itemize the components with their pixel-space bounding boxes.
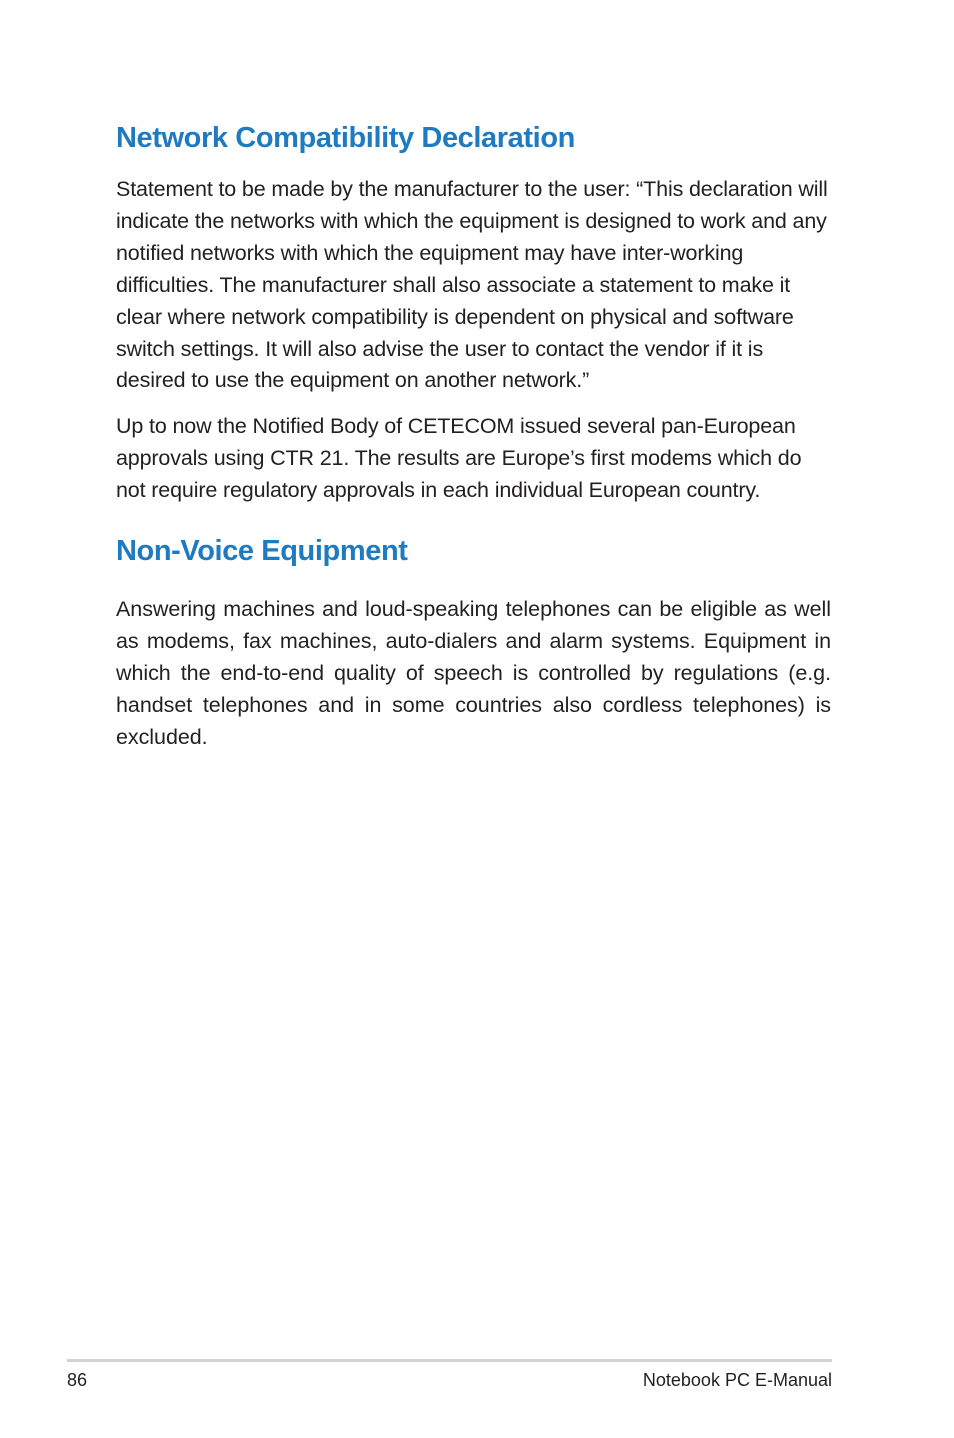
section-heading-non-voice-equipment: Non-Voice Equipment (116, 535, 408, 568)
page-content (116, 118, 831, 754)
footer-divider (67, 1359, 832, 1362)
section-heading-network-compatibility: Network Compatibility Declaration (116, 122, 575, 154)
paragraph-network-statement: Statement to be made by the manufacturer to the user: “This declaration will indicate the networks with which the equipment is designed to work and any notified networks with which the equipment may have inter-working difficulties. The manufacturer shall also associate a statement to make it clear where network compatibility is dependent on physical and software switch settings. It will also advise the user to contact the vendor if it is desired to use the equipment on another network.” (116, 177, 828, 393)
paragraph-cetecom-approvals: Up to now the Notified Body of CETECOM issued several pan-European approvals using CTR 21. The results are Europe’s first modems which do not require regulatory approvals in each individual European country. (116, 414, 802, 503)
page-number: 86 (67, 1370, 88, 1390)
manual-title: Notebook PC E-Manual (642, 1370, 832, 1390)
page-footer (67, 1368, 832, 1392)
paragraph-non-voice-equipment: Answering machines and loud-speaking telephones can be eligible as well as modems, fax machines, auto-dialers and alarm systems. Equipment in which the end-to-end quality of speech is controlled by regulations (e.g. handset telephones and in some countries also cordless telephones) is excluded. (116, 597, 831, 749)
